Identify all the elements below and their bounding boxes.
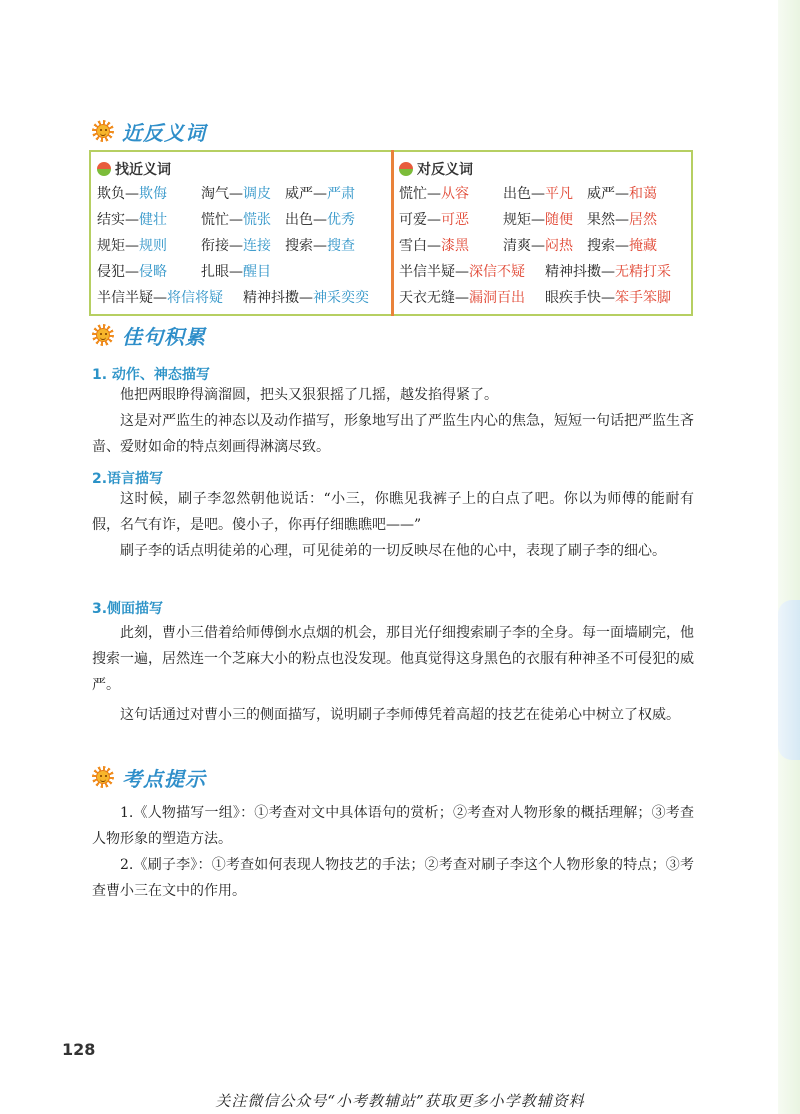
page-number: 128 xyxy=(62,1040,96,1059)
quote-paragraph: 这时候，刷子李忽然朝他说话：“小三，你瞧见我裤子上的白点了吧。你以为师傅的能耐有假，名气有诈，是吧。傻小子，你再仔细瞧瞧吧——” xyxy=(92,491,694,533)
section-title: 考点提示 xyxy=(122,766,206,791)
word-row: 侵犯—侵略 扎眼—醒目 xyxy=(97,264,271,280)
exam-point-2: 2.《刷子李》：①考查如何表现人物技艺的手法；②考查对刷子李这个人物形象的特点；③考查曹小三在文中的作用。 xyxy=(92,857,694,899)
note-paragraph: 这是对严监生的神态以及动作描写，形象地写出了严监生内心的焦急，短短一句话把严监生吝啬、爱财如命的特点刻画得淋漓尽致。 xyxy=(92,413,694,455)
antonym-heading: 对反义词 xyxy=(399,158,689,180)
antonym-column xyxy=(399,158,689,310)
section-title: 佳句积累 xyxy=(122,324,206,349)
note-paragraph: 这句话通过对曹小三的侧面描写，说明刷子李师傅凭着高超的技艺在徒弟心中树立了权威。 xyxy=(120,707,680,723)
page-edge-decoration xyxy=(778,0,800,1114)
word-row: 半信半疑—深信不疑 精神抖擞—无精打采 xyxy=(399,264,671,280)
subheading-language: 2.语言描写 xyxy=(92,471,164,487)
word-row: 结实—健壮 慌忙—慌张 出色—优秀 xyxy=(97,212,355,228)
column-divider xyxy=(391,150,394,316)
word-row: 规矩—规则 衔接—连接 搜索—搜查 xyxy=(97,238,355,254)
section-header-exam xyxy=(92,762,206,792)
sun-icon xyxy=(92,120,114,142)
note-paragraph: 刷子李的话点明徒弟的心理，可见徒弟的一切反映尽在他的心中，表现了刷子李的细心。 xyxy=(120,543,666,559)
page-edge-wave xyxy=(778,600,800,760)
word-row: 雪白—漆黑 清爽—闷热 搜索—掩藏 xyxy=(399,238,657,254)
sun-icon xyxy=(92,324,114,346)
quote-paragraph: 此刻，曹小三借着给师傅倒水点烟的机会，那目光仔细搜索刷子李的全身。每一面墙刷完，他搜索一遍，居然连一个芝麻大小的粉点也没发现。他真觉得这身黑色的衣服有种神圣不可侵犯的威严。 xyxy=(92,625,694,693)
word-row: 欺负—欺侮 淘气—调皮 威严—严肃 xyxy=(97,186,355,202)
word-row: 可爱—可恶 规矩—随便 果然—居然 xyxy=(399,212,657,228)
quote-paragraph: 他把两眼睁得滴溜圆，把头又狠狠摇了几摇，越发掐得紧了。 xyxy=(120,387,498,403)
word-row: 半信半疑—将信将疑 精神抖擞—神采奕奕 xyxy=(97,290,369,306)
sun-icon xyxy=(92,766,114,788)
word-row: 慌忙—从容 出色—平凡 威严—和蔼 xyxy=(399,186,657,202)
exam-point-1: 1.《人物描写一组》：①考查对文中具体语句的赏析；②考查对人物形象的概括理解；③考查人物形象的塑造方法。 xyxy=(92,805,694,847)
footer-note: 关注微信公众号“小考教辅站”获取更多小学教辅资料 xyxy=(215,1092,585,1110)
word-row: 天衣无缝—漏洞百出 眼疾手快—笨手笨脚 xyxy=(399,290,671,306)
section-header-synonyms xyxy=(92,116,206,146)
synonym-column xyxy=(97,158,387,310)
synonym-heading: 找近义词 xyxy=(97,158,387,180)
subheading-side: 3.侧面描写 xyxy=(92,601,164,617)
section-header-sentences xyxy=(92,320,206,350)
bullet-dot-icon xyxy=(97,162,111,176)
bullet-dot-icon xyxy=(399,162,413,176)
subheading-action: 1. 动作、神态描写 xyxy=(92,367,210,383)
word-table xyxy=(89,150,693,316)
section-title: 近反义词 xyxy=(122,120,206,145)
